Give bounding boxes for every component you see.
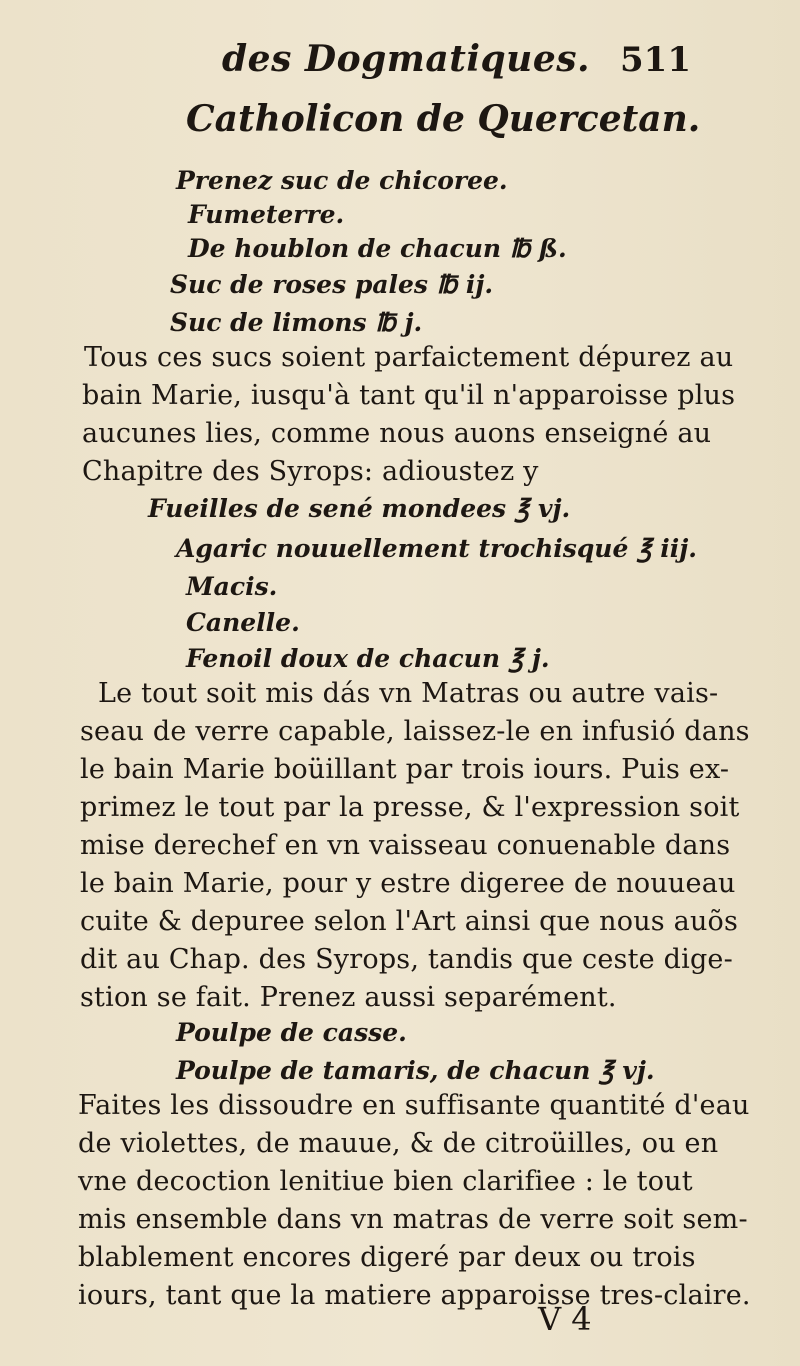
text-line: Tous ces sucs soient parfaictement dépurez au <box>84 342 734 373</box>
text-line: mis ensemble dans vn matras de verre soit sem- <box>78 1204 748 1235</box>
ingredient-line: Macis. <box>186 572 278 601</box>
ingredient-line: Poulpe de tamaris, de chacun ℥ vj. <box>176 1056 655 1085</box>
text-line: mise derechef en vn vaisseau conuenable dans <box>80 830 731 861</box>
text-line: Le tout soit mis dás vn Matras ou autre vais- <box>98 678 719 709</box>
text-line: vne decoction lenitiue bien clarifiee : le tout <box>78 1166 693 1197</box>
ingredient-line: Agaric nouuellement trochisqué ℥ iij. <box>176 534 697 563</box>
ingredient-line: Canelle. <box>186 608 300 637</box>
text-line: Faites les dissoudre en suffisante quantité d'eau <box>78 1090 750 1121</box>
ingredient-line: Prenez suc de chicoree. <box>176 166 508 195</box>
text-line: de violettes, de mauue, & de citroüilles, ou en <box>78 1128 719 1159</box>
text-line: blablement encores digeré par deux ou trois <box>78 1242 696 1273</box>
text-line: primez le tout par la presse, & l'expression soit <box>80 792 740 823</box>
ingredient-line: Fumeterre. <box>188 200 345 229</box>
ingredient-line: De houblon de chacun ℔ ß. <box>188 234 567 263</box>
ingredient-line: Suc de limons ℔ j. <box>170 308 423 337</box>
ingredient-line: Suc de roses pales ℔ ij. <box>170 270 494 299</box>
page-number: 511 <box>620 40 691 80</box>
text-line: iours, tant que la matiere apparoisse tres-claire. <box>78 1280 751 1311</box>
text-line: le bain Marie boüillant par trois iours. Puis ex- <box>80 754 730 785</box>
text-line: bain Marie, iusqu'à tant qu'il n'apparoisse plus <box>82 380 736 411</box>
ingredient-line: Poulpe de casse. <box>176 1018 407 1047</box>
text-line: le bain Marie, pour y estre digeree de nouueau <box>80 868 736 899</box>
text-line: Chapitre des Syrops: adioustez y <box>82 456 539 487</box>
signature-mark: V 4 <box>538 1300 592 1338</box>
text-line: dit au Chap. des Syrops, tandis que ceste dige- <box>80 944 733 975</box>
text-line: stion se fait. Prenez aussi separément. <box>80 982 617 1013</box>
ingredient-line: Fueilles de sené mondees ℥ vj. <box>148 494 571 523</box>
text-line: cuite & depuree selon l'Art ainsi que nous auõs <box>80 906 739 937</box>
section-title: Catholicon de Quercetan. <box>186 98 701 140</box>
ingredient-line: Fenoil doux de chacun ℥ j. <box>186 644 550 673</box>
text-line: seau de verre capable, laissez-le en infusió dans <box>80 716 750 747</box>
text-line: aucunes lies, comme nous auons enseigné au <box>82 418 712 449</box>
running-head: des Dogmatiques. <box>222 38 591 80</box>
